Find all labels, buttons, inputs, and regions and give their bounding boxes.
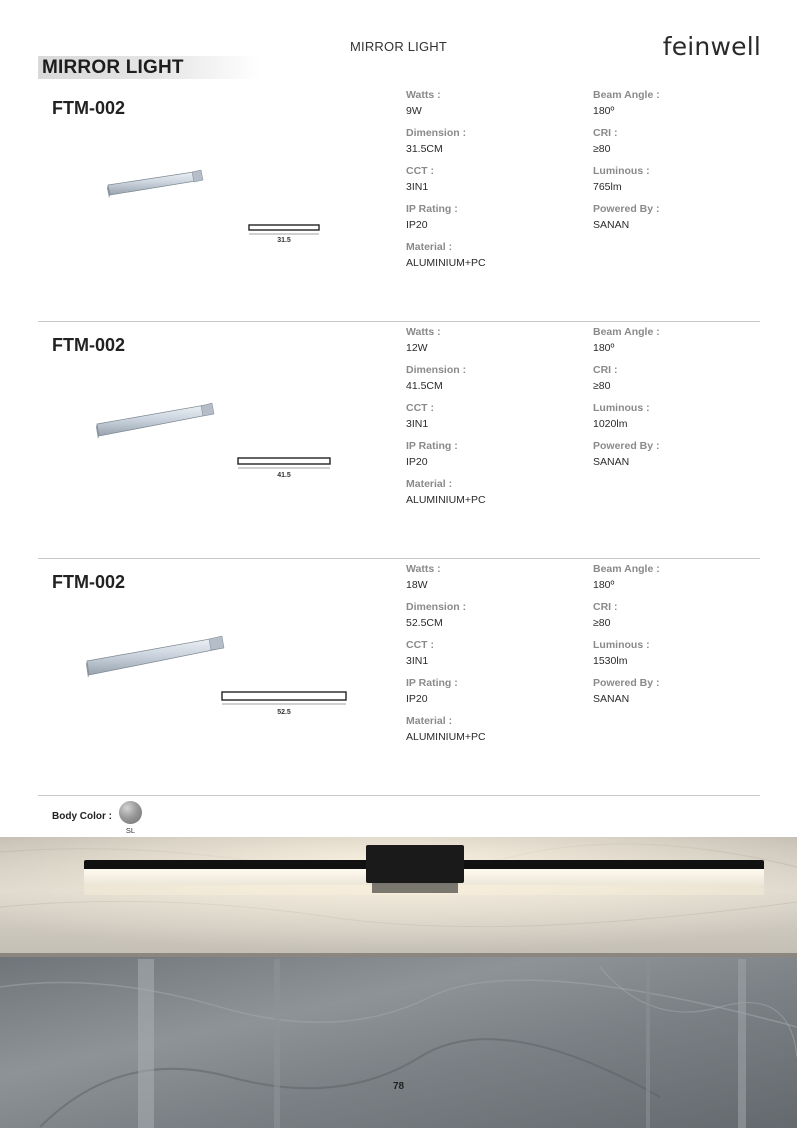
color-code: SL (125, 826, 136, 835)
spec-watts: Watts : 12W (406, 326, 441, 354)
spec-dimension: Dimension : 31.5CM (406, 127, 467, 155)
product-lamp-image (106, 167, 206, 199)
dimension-drawing (248, 224, 320, 238)
product-lamp-image (85, 633, 227, 679)
product-block-3 (0, 561, 797, 798)
spec-cct: CCT : 3IN1 (406, 402, 434, 430)
spec-ip-rating: IP Rating : IP20 (406, 203, 458, 231)
spec-material: Material : ALUMINIUM+PC (406, 478, 486, 506)
dimension-label: 31.5 (277, 237, 291, 244)
spec-material: Material : ALUMINIUM+PC (406, 715, 486, 743)
spec-beam-angle: Beam Angle : 180º (593, 89, 660, 117)
spec-luminous: Luminous : 1020lm (593, 402, 650, 430)
spec-ip-rating: IP Rating : IP20 (406, 677, 458, 705)
spec-column-right (593, 326, 660, 478)
spec-material: Material : ALUMINIUM+PC (406, 241, 486, 269)
dimension-label: 41.5 (277, 472, 291, 479)
spec-luminous: Luminous : 1530lm (593, 639, 650, 667)
section-divider (38, 321, 760, 322)
spec-column-left (406, 326, 486, 516)
product-model: FTM-002 (52, 335, 126, 355)
dimension-drawing (237, 457, 331, 471)
dimension-label: 52.5 (277, 709, 291, 716)
page-number: 78 (392, 1081, 405, 1092)
spec-beam-angle: Beam Angle : 180º (593, 326, 660, 354)
spec-cri: CRI : ≥80 (593, 127, 618, 155)
spec-luminous: Luminous : 765lm (593, 165, 650, 193)
spec-watts: Watts : 18W (406, 563, 441, 591)
spec-dimension: Dimension : 52.5CM (406, 601, 467, 629)
spec-cct: CCT : 3IN1 (406, 165, 434, 193)
spec-beam-angle: Beam Angle : 180º (593, 563, 660, 591)
spec-ip-rating: IP Rating : IP20 (406, 440, 458, 468)
spec-column-right (593, 563, 660, 715)
spec-powered-by: Powered By : SANAN (593, 677, 660, 705)
spec-cct: CCT : 3IN1 (406, 639, 434, 667)
product-block-1 (0, 87, 797, 324)
dimension-drawing (221, 691, 347, 707)
product-model: FTM-002 (52, 98, 126, 118)
section-divider (38, 795, 760, 796)
page-header-category: MIRROR LIGHT (349, 39, 447, 54)
brand-logo: feinwell (662, 32, 761, 61)
spec-column-left (406, 563, 486, 753)
spec-cri: CRI : ≥80 (593, 364, 618, 392)
product-block-2 (0, 324, 797, 561)
spec-powered-by: Powered By : SANAN (593, 440, 660, 468)
body-color-label: Body Color : (52, 811, 112, 822)
spec-watts: Watts : 9W (406, 89, 441, 117)
spec-column-left (406, 89, 486, 279)
spec-column-right (593, 89, 660, 241)
product-model: FTM-002 (52, 572, 126, 592)
section-title: MIRROR LIGHT (42, 57, 184, 78)
section-divider (38, 558, 760, 559)
spec-cri: CRI : ≥80 (593, 601, 618, 629)
spec-powered-by: Powered By : SANAN (593, 203, 660, 231)
spec-dimension: Dimension : 41.5CM (406, 364, 467, 392)
product-lamp-image (95, 400, 217, 440)
color-swatch (119, 801, 142, 824)
